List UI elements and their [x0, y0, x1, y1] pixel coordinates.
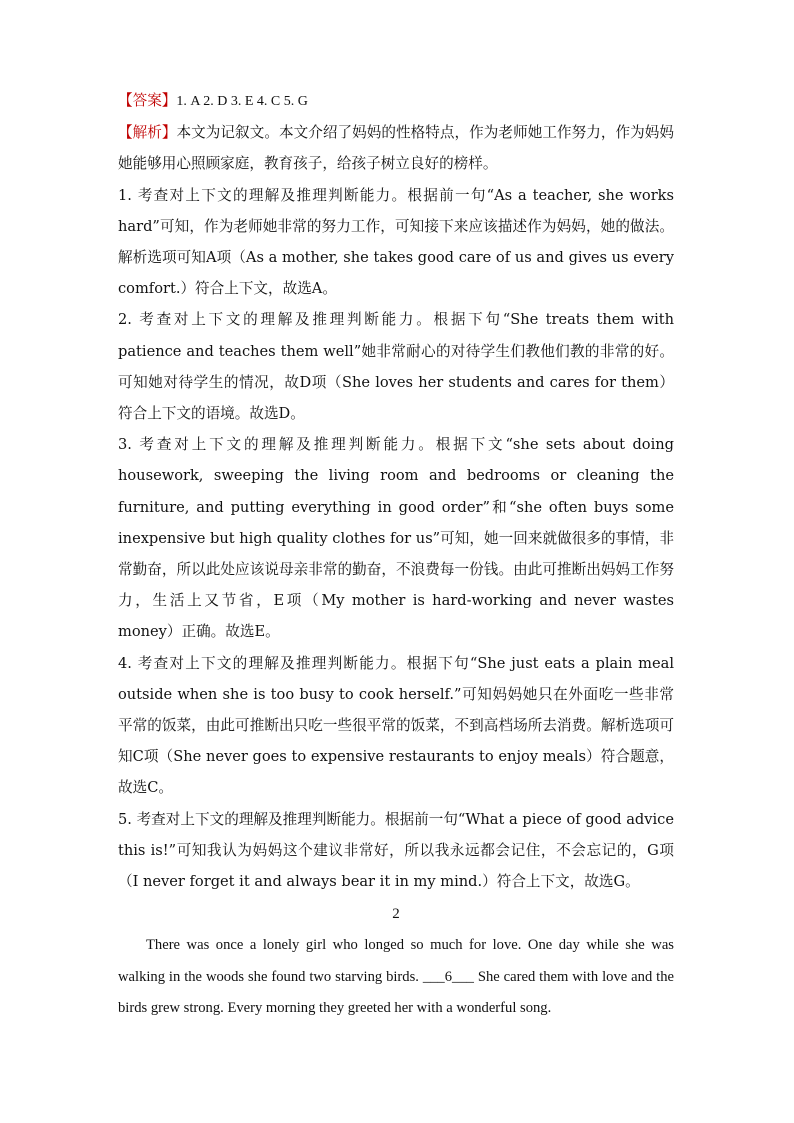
reading-passage: There was once a lonely girl who longed so much for love. One day while she was walking in the woods she found two starving birds. ___6___ She cared them with love and the birds grew strong. Every morning they greeted her with a wonderful song. — [118, 937, 674, 1016]
answer-text: 1. A 2. D 3. E 4. C 5. G — [176, 94, 308, 109]
analysis-intro-text: 本文为记叙文。本文介绍了妈妈的性格特点，作为老师她工作努力，作为妈妈她能够用心照顾家庭，教育孩子，给孩子树立良好的榜样。 — [118, 124, 674, 173]
analysis-item-1: 1. 考查对上下文的理解及推理判断能力。根据前一句“As a teacher, she works hard”可知，作为老师她非常的努力工作，可知接下来应该描述作为妈妈，她的做法。解析选项可知A项（As a mother, she takes good care of us and gives us every comfort.）符合上下文，故选A。 — [118, 186, 674, 298]
analysis-item-4: 4. 考查对上下文的理解及推理判断能力。根据下句“She just eats a plain meal outside when she is too busy to cook herself.”可知妈妈她只在外面吃一些非常平常的饭菜，由此可推断出只吃一些很平常的饭菜，不到高档场所去消费。解析选项可知C项（She never goes to expensive restaurants to enjoy meals）符合题意，故选C。 — [118, 654, 674, 797]
analysis-item-2: 2. 考查对上下文的理解及推理判断能力。根据下句“She treats them with patience and teaches them well”她非常耐心的对待学生们教他们教的非常的好。可知她对待学生的情况，故D项（She loves her students and cares for them）符合上下文的语境。故选D。 — [118, 311, 674, 423]
document-page — [118, 85, 674, 1024]
analysis-intro — [118, 117, 674, 179]
answer-label: 【答案】 — [118, 92, 177, 109]
section-number: 2 — [392, 906, 400, 923]
analysis-item-3: 3. 考查对上下文的理解及推理判断能力。根据下文“she sets about doing housework, sweeping the living room and bedrooms or cleaning the furniture, and putting everything in good order”和“she often buys some inexpensive but high quality clothes for us”可知，她一回来就做很多的事情，非常勤奋，所以此处应该说母亲非常的勤奋，不浪费每一份钱。由此可推断出妈妈工作努力，生活上又节省，E项（My mother is hard-working and never wastes money）正确。故选E。 — [118, 436, 674, 641]
analysis-label: 【解析】 — [118, 124, 177, 142]
analysis-item-5: 5. 考查对上下文的理解及推理判断能力。根据前一句“What a piece of good advice this is!”可知我认为妈妈这个建议非常好，所以我永远都会记住，不会忘记的，G项（I never forget it and always bear it in my mind.）符合上下文，故选G。 — [118, 810, 674, 891]
answer-line — [118, 85, 674, 117]
